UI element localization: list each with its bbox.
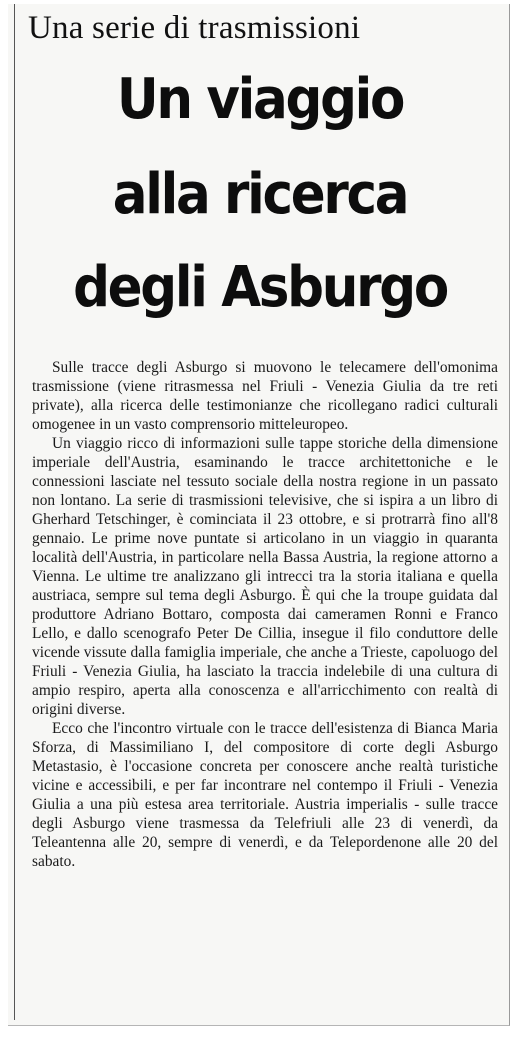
headline-line-3: degli Asburgo (73, 255, 447, 320)
article-body (32, 358, 498, 871)
paragraph: Ecco che l'incontro virtuale con le tracce dell'esistenza di Bianca Maria Sforza, di Massimiliano I, del compositore di corte degli Asburgo Metastasio, è l'occasione concreta per conoscere anche realtà turistiche vicine e accessibili, e per far incontrare nel contempo il Friuli - Venezia Giulia a una più estesa area territoriale. Austria imperialis - sulle tracce degli Asburgo viene trasmessa da Telefriuli alle 23 di venerdì, da Teleantenna alle 20, sempre di venerdì, e da Telepordenone alle 20 del sabato. (32, 720, 498, 870)
kicker: Una serie di trasmissioni (28, 10, 361, 46)
column-rule (14, 4, 15, 1020)
headline-line-2: alla ricerca (112, 162, 408, 227)
paragraph: Un viaggio ricco di informazioni sulle tappe storiche della dimensione imperiale dell'Austria, esaminando le tracce architettoniche e le connessioni lasciate nel tessuto sociale della nostra regione in un passato non lontano. La serie di trasmissioni televisive, che si ispira a un libro di Gherhard Tetschinger, è cominciata il 23 ottobre, e si protrarrà fino all'8 gennaio. Le prime nove puntate si articolano in un viaggio in quaranta località dell'Austria, in particolare nella Bassa Austria, la regione attorno a Vienna. Le ultime tre analizzano gli intrecci tra la storia italiana e quella austriaca, sempre sul tema degli Asburgo. È qui che la troupe guidata dal produttore Adriano Bottaro, composta dai cameramen Ronni e Franco Lello, e dallo scenografo Peter De Cillia, insegue il filo conduttore delle vicende vissute dalla famiglia imperiale, che anche a Trieste, capoluogo del Friuli - Venezia Giulia, ha lasciato la traccia indelebile di una cultura di ampio respiro, aperta alla conoscenza e all'arricchimento con realtà di origini diverse. (32, 435, 498, 718)
headline-line-1: Un viaggio (116, 67, 404, 132)
paragraph: Sulle tracce degli Asburgo si muovono le telecamere dell'omonima trasmissione (viene ritrasmessa nel Friuli - Venezia Giulia da tre reti private), alla ricerca delle testimonianze che ricollegano radici culturali omogenee in un vasto comprensorio mitteleuropeo. (32, 359, 498, 433)
